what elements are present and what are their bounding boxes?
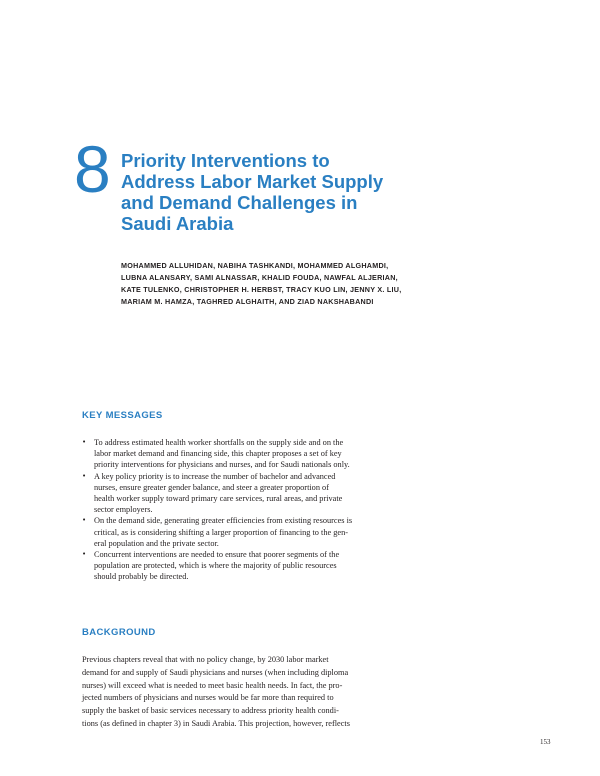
paragraph-line: tions (as defined in chapter 3) in Saudi Arabia. This projection, however, reflects: [82, 718, 350, 728]
key-message-line: To address estimated health worker shortfalls on the supply side and on the: [94, 438, 344, 447]
key-message-item: [82, 437, 397, 471]
chapter-number: 8: [74, 132, 110, 206]
key-message-line: critical, as is considering shifting a larger proportion of financing to the gen-: [94, 527, 348, 537]
key-message-line: A key policy priority is to increase the number of bachelor and advanced: [94, 471, 336, 481]
key-message-line: nurses, ensure greater gender balance, and steer a greater proportion of: [94, 482, 329, 492]
key-message-item: [82, 471, 397, 516]
author-line: KATE TULENKO, CHRISTOPHER H. HERBST, TRACY KUO LIN, JENNY X. LIU,: [121, 285, 402, 294]
bullet-icon: •: [82, 550, 87, 559]
author-line: MOHAMMED ALLUHIDAN, NABIHA TASHKANDI, MOHAMMED ALGHAMDI,: [121, 261, 389, 270]
key-message-line: health worker supply toward primary care services, rural areas, and private: [94, 494, 343, 504]
paragraph-line: demand for and supply of Saudi physicians and nurses (when including diploma: [82, 667, 349, 677]
key-messages-list: [82, 437, 397, 583]
bullet-icon: •: [82, 438, 87, 446]
background-heading: BACKGROUND: [82, 627, 156, 638]
paragraph-line: nurses) will exceed what is needed to meet basic health needs. In fact, the pro-: [82, 680, 343, 690]
key-message-line: Concurrent interventions are needed to ensure that poorer segments of the: [94, 550, 340, 560]
key-message-line: sector employers.: [94, 505, 153, 515]
paragraph-line: Previous chapters reveal that with no policy change, by 2030 labor market: [82, 655, 329, 664]
key-message-line: population are protected, which is where the majority of public resources: [94, 561, 337, 571]
key-message-line: labor market demand and financing side, this chapter proposes a set of key: [94, 449, 342, 459]
page-number: 153: [540, 738, 551, 746]
author-list: [121, 260, 461, 308]
author-line: LUBNA ALANSARY, SAMI ALNASSAR, KHALID FOUDA, NAWFAL ALJERIAN,: [121, 273, 398, 282]
chapter-title-line: Address Labor Market Supply: [121, 171, 384, 192]
chapter-title: [121, 150, 441, 234]
background-paragraph: [82, 654, 402, 731]
key-message-item: [82, 549, 397, 583]
bullet-icon: •: [82, 471, 87, 480]
key-message-item: [82, 515, 397, 549]
author-line: MARIAM M. HAMZA, TAGHRED ALGHAITH, AND ZIAD NAKSHABANDI: [121, 297, 374, 306]
bullet-icon: •: [82, 516, 87, 525]
chapter-title-line: and Demand Challenges in: [121, 192, 358, 213]
key-message-line: On the demand side, generating greater efficiencies from existing resources is: [94, 516, 353, 526]
paragraph-line: supply the basket of basic services necessary to address priority health condi-: [82, 706, 339, 716]
key-message-line: eral population and the private sector.: [94, 538, 219, 548]
key-messages-heading: KEY MESSAGES: [82, 410, 163, 421]
chapter-title-line: Saudi Arabia: [121, 213, 234, 234]
key-message-line: should probably be directed.: [94, 572, 189, 582]
chapter-title-line: Priority Interventions to: [121, 150, 330, 171]
paragraph-line: jected numbers of physicians and nurses would be far more than required to: [82, 693, 334, 703]
key-message-line: priority interventions for physicians and nurses, and for Saudi nationals only.: [94, 460, 350, 470]
